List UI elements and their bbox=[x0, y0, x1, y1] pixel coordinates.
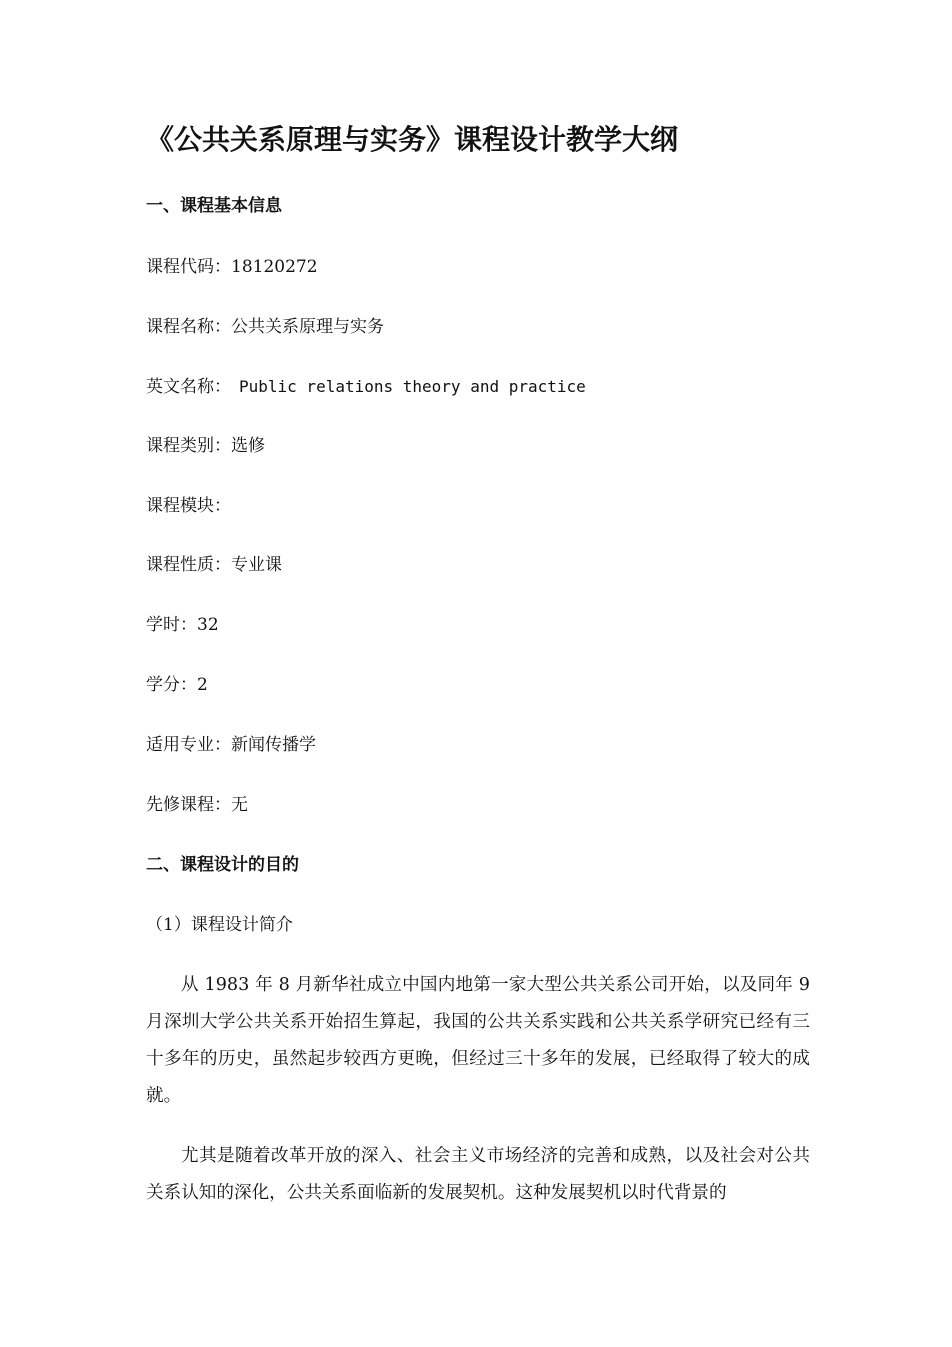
field-applicable-major bbox=[146, 733, 316, 757]
field-label: 课程模块 bbox=[146, 496, 214, 516]
field-value: 选修 bbox=[231, 436, 265, 456]
field-label: 学时 bbox=[146, 615, 180, 635]
section-heading-basic-info: 一、课程基本信息 bbox=[146, 196, 282, 216]
field-value: Public relations theory and practice bbox=[239, 377, 586, 396]
field-label: 课程性质 bbox=[146, 555, 214, 575]
field-hours bbox=[146, 613, 219, 637]
field-label: 适用专业 bbox=[146, 735, 214, 755]
field-prerequisites bbox=[146, 793, 248, 817]
field-value: 专业课 bbox=[231, 555, 282, 575]
field-value: 2 bbox=[197, 675, 208, 695]
field-colon: ： bbox=[214, 496, 231, 516]
paragraph-development: 尤其是随着改革开放的深入、社会主义市场经济的完善和成熟，以及社会对公共关系认知的深化，公共关系面临新的发展契机。这种发展契机以时代背景的 bbox=[146, 1146, 810, 1203]
subheading-design-intro: （1）课程设计简介 bbox=[146, 915, 293, 935]
field-colon: ： bbox=[180, 615, 197, 635]
document-title: 《公共关系原理与实务》课程设计教学大纲 bbox=[146, 123, 679, 156]
field-label: 课程代码 bbox=[146, 257, 214, 277]
field-credits bbox=[146, 673, 208, 697]
section-heading-design-purpose: 二、课程设计的目的 bbox=[146, 855, 299, 875]
field-value: 32 bbox=[197, 615, 219, 635]
field-course-module bbox=[146, 494, 231, 518]
field-value: 18120272 bbox=[231, 257, 318, 277]
paragraph-history: 从 1983 年 8 月新华社成立中国内地第一家大型公共关系公司开始，以及同年 9 月深圳大学公共关系开始招生算起，我国的公共关系实践和公共关系学研究已经有三十多年的历史，虽然起步较西方更晚，但经过三十多年的发展，已经取得了较大的成就。 bbox=[146, 975, 810, 1106]
field-label: 课程名称 bbox=[146, 317, 214, 337]
field-course-name bbox=[146, 315, 384, 339]
field-colon: ： bbox=[214, 257, 231, 277]
field-colon: ： bbox=[180, 675, 197, 695]
field-value: 新闻传播学 bbox=[231, 735, 316, 755]
field-english-name bbox=[146, 375, 586, 399]
field-label: 英文名称 bbox=[146, 377, 214, 397]
field-colon: ： bbox=[214, 555, 231, 575]
field-value: 无 bbox=[231, 795, 248, 815]
field-course-category bbox=[146, 434, 265, 458]
field-course-code bbox=[146, 255, 318, 279]
field-colon: ： bbox=[214, 317, 231, 337]
field-label: 学分 bbox=[146, 675, 180, 695]
field-label: 课程类别 bbox=[146, 436, 214, 456]
field-colon: ： bbox=[214, 377, 231, 397]
field-colon: ： bbox=[214, 735, 231, 755]
field-course-nature bbox=[146, 553, 282, 577]
field-value: 公共关系原理与实务 bbox=[231, 317, 384, 337]
field-colon: ： bbox=[214, 795, 231, 815]
field-colon: ： bbox=[214, 436, 231, 456]
field-label: 先修课程 bbox=[146, 795, 214, 815]
